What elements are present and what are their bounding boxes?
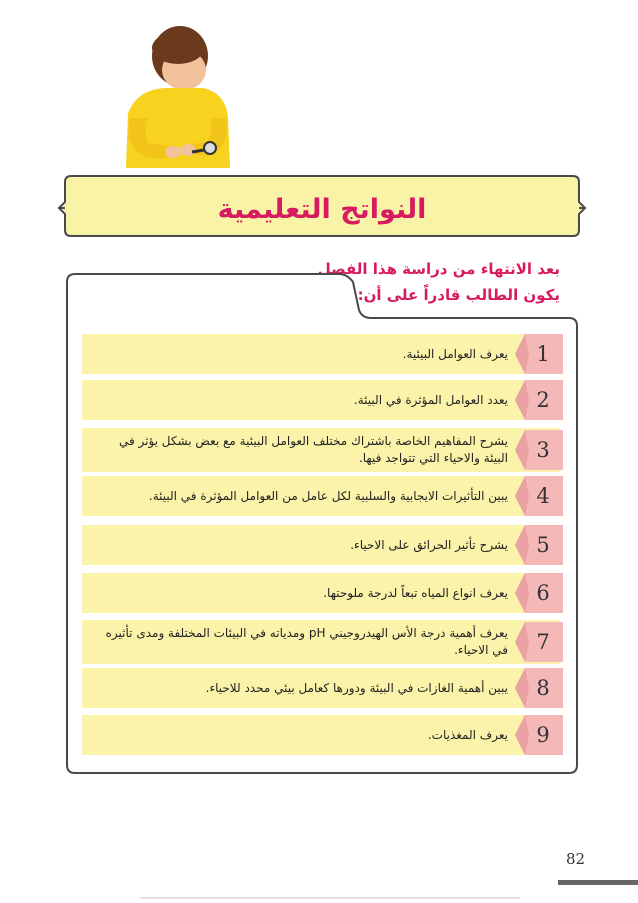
outcome-item-1: [82, 334, 560, 374]
outcome-item-3: [82, 428, 560, 472]
outcome-text-3: يشرح المفاهيم الخاصة باشتراك مختلف العوامل البيئية مع بعض بشكل يؤثر في البيئة والاحياء التي تتواجد فيها.: [118, 434, 508, 465]
page-number: 82: [566, 850, 586, 868]
outcome-number-tab-7: [513, 622, 563, 662]
footer-line: [140, 897, 520, 899]
outcome-item-9: [82, 715, 560, 755]
outcome-number-tab-2: [513, 380, 563, 420]
outcome-item-8: [82, 668, 560, 708]
outcome-text-8: يبين أهمية الغازات في البيئة ودورها كعامل بيئي محدد للاحياء.: [205, 680, 508, 695]
outcome-text-5: يشرح تأثير الحرائق على الاحياء.: [350, 537, 508, 552]
outcome-item-6: [82, 573, 560, 613]
outcome-text-4: يبين التأثيرات الايجابية والسلبية لكل عامل من العوامل المؤثرة في البيئة.: [148, 488, 508, 503]
outcome-number-3: 3: [536, 438, 550, 462]
outcome-text-6: يعرف انواع المياه تبعاً لدرجة ملوحتها.: [323, 585, 508, 600]
outcome-number-6: 6: [536, 581, 550, 605]
intro-line-2: يكون الطالب قادراً على أن:: [357, 286, 560, 304]
outcome-number-tab-6: [513, 573, 563, 613]
outcome-item-7: [82, 620, 560, 664]
outcome-item-4: [82, 476, 560, 516]
outcome-text-9: يعرف المغذيات.: [427, 727, 508, 742]
outcome-number-tab-1: [513, 334, 563, 374]
student-illustration: [118, 18, 233, 168]
footer-bar: [558, 880, 638, 885]
outcome-number-4: 4: [536, 484, 550, 508]
outcome-item-5: [82, 525, 560, 565]
outcome-number-7: 7: [536, 630, 550, 654]
outcome-number-tab-4: [513, 476, 563, 516]
intro-line-1: بعد الانتهاء من دراسة هذا الفصل: [317, 260, 560, 278]
outcome-text-1: يعرف العوامل البيئية.: [402, 346, 508, 361]
outcome-number-tab-9: [513, 715, 563, 755]
outcome-number-2: 2: [536, 388, 550, 412]
outcome-text-2: يعدد العوامل المؤثرة في البيئة.: [353, 392, 508, 407]
page-title: النواتج التعليمية: [217, 193, 427, 225]
outcome-number-8: 8: [536, 676, 550, 700]
outcome-number-tab-8: [513, 668, 563, 708]
outcome-number-5: 5: [536, 533, 550, 557]
outcome-number-1: 1: [536, 342, 550, 366]
outcome-item-2: [82, 380, 560, 420]
outcome-number-tab-3: [513, 430, 563, 470]
outcome-number-tab-5: [513, 525, 563, 565]
outcome-text-7: يعرف أهمية درجة الأس الهيدروجيني pH ومدياته في البيئات المختلفة ومدى تأثيره في الاحياء.: [105, 626, 508, 657]
outcome-number-9: 9: [536, 723, 550, 747]
